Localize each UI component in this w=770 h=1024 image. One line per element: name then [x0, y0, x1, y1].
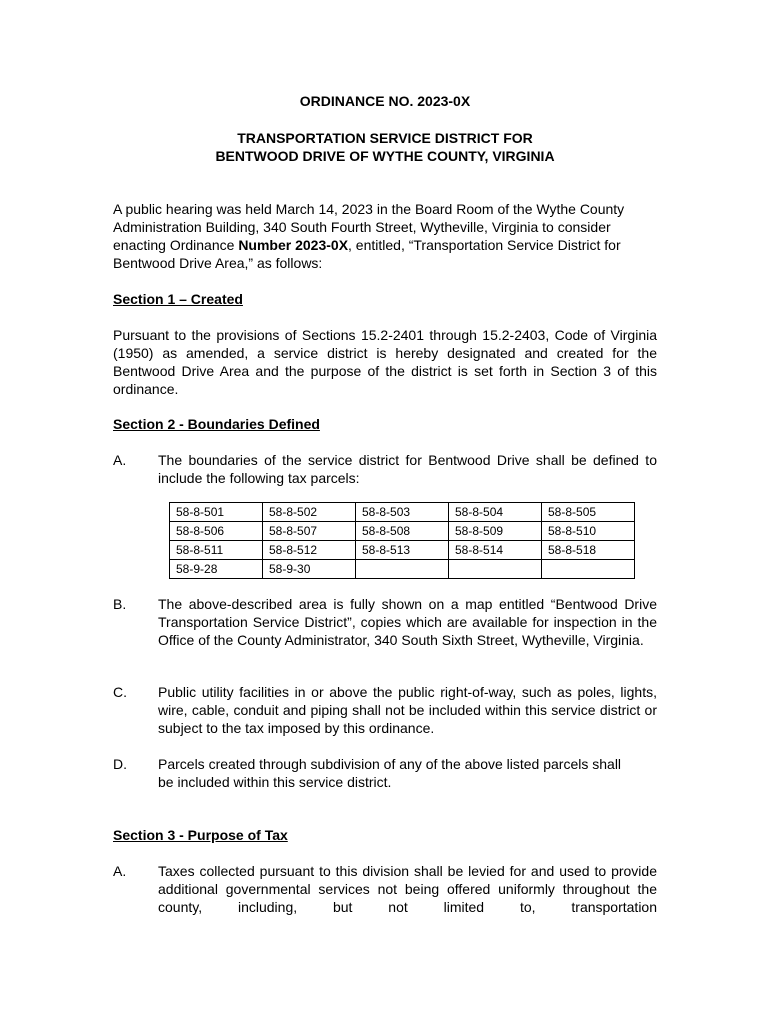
item-letter: B. — [113, 596, 127, 612]
table-row — [170, 522, 635, 541]
item-letter: A. — [113, 452, 127, 468]
parcel-cell: 58-8-513 — [356, 541, 449, 560]
section-1-heading: Section 1 – Created — [113, 291, 243, 307]
intro-text-after: , entitled, “Transportation Service District for Bentwood Drive Area,” as follows: — [113, 237, 621, 271]
parcel-cell: 58-9-30 — [263, 560, 356, 579]
parcel-cell — [356, 560, 449, 579]
title-line-1: TRANSPORTATION SERVICE DISTRICT FOR — [237, 130, 533, 146]
parcel-cell: 58-8-507 — [263, 522, 356, 541]
parcel-cell — [542, 560, 635, 579]
item-letter: D. — [113, 756, 127, 772]
parcel-cell: 58-8-511 — [170, 541, 263, 560]
item-3a-text — [158, 862, 657, 934]
parcel-cell: 58-8-506 — [170, 522, 263, 541]
parcel-cell: 58-8-505 — [542, 503, 635, 522]
parcel-cell: 58-8-510 — [542, 522, 635, 541]
parcel-cell: 58-9-28 — [170, 560, 263, 579]
parcel-cell — [449, 560, 542, 579]
parcel-cell: 58-8-509 — [449, 522, 542, 541]
parcel-table — [169, 502, 635, 579]
title-line-2: BENTWOOD DRIVE OF WYTHE COUNTY, VIRGINIA — [215, 148, 555, 164]
table-row — [170, 560, 635, 579]
item-letter: A. — [113, 863, 127, 879]
section-3-heading: Section 3 - Purpose of Tax — [113, 827, 288, 843]
parcel-cell: 58-8-504 — [449, 503, 542, 522]
parcel-cell: 58-8-502 — [263, 503, 356, 522]
table-row — [170, 541, 635, 560]
item-2d-text: Parcels created through subdivision of any of the above listed parcels shall be included within this service district. — [158, 756, 622, 790]
item-2a-text: The boundaries of the service district for Bentwood Drive shall be defined to include the following tax parcels: — [158, 452, 657, 486]
parcel-cell: 58-8-514 — [449, 541, 542, 560]
section-2-heading: Section 2 - Boundaries Defined — [113, 416, 320, 432]
parcel-cell: 58-8-503 — [356, 503, 449, 522]
parcel-cell: 58-8-512 — [263, 541, 356, 560]
intro-text-before: A public hearing was held March 14, 2023 in the Board Room of the Wythe County Administration Building, 340 South Fourth Street, Wytheville, Virginia to consider enacting Ordinance — [113, 201, 625, 253]
intro-ordinance-number: Number 2023-0X — [238, 237, 349, 253]
parcel-cell: 58-8-508 — [356, 522, 449, 541]
item-letter: C. — [113, 684, 127, 700]
ordinance-number: ORDINANCE NO. 2023-0X — [299, 93, 471, 109]
item-2c-text: Public utility facilities in or above the public right-of-way, such as poles, lights, wire, cable, conduit and piping shall not be included within this service district or subject to the tax imposed by this ordinance. — [158, 684, 657, 736]
item-2b-text: The above-described area is fully shown on a map entitled “Bentwood Drive Transportation Service District”, copies which are available for inspection in the Office of the County Administrator, 340 South Sixth Street, Wytheville, Virginia. — [158, 596, 657, 648]
parcel-cell: 58-8-518 — [542, 541, 635, 560]
intro-paragraph — [113, 200, 657, 272]
table-row — [170, 503, 635, 522]
item-3a-body: Taxes collected pursuant to this division shall be levied for and used to provide additional governmental services not being offered uniformly throughout the county, including, but not limited to, transportation — [158, 863, 657, 915]
parcel-cell: 58-8-501 — [170, 503, 263, 522]
section-1-body: Pursuant to the provisions of Sections 15.2-2401 through 15.2-2403, Code of Virginia (1950) as amended, a service district is hereby designated and created for the Bentwood Drive Area and the purpose of the district is set forth in Section 3 of this ordinance. — [113, 327, 657, 397]
